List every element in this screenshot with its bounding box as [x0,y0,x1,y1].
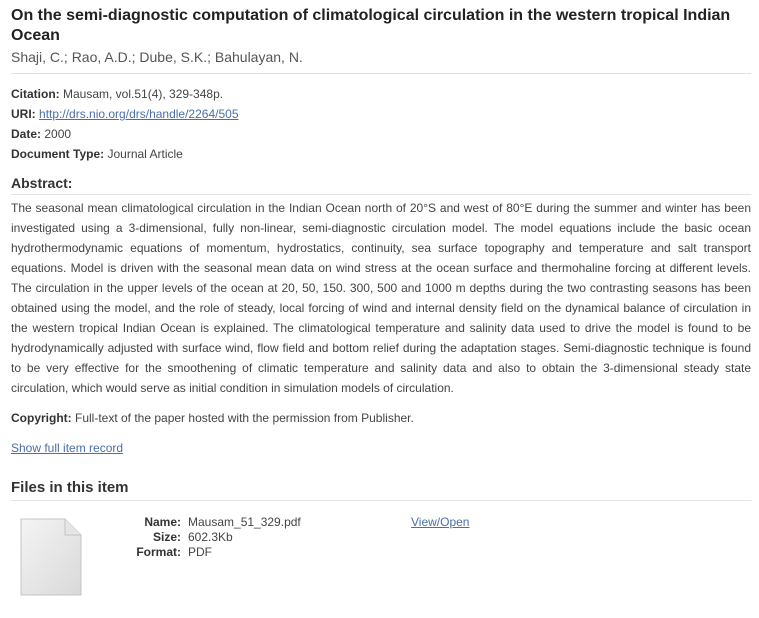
files-heading: Files in this item [11,479,129,496]
file-name-value: Mausam_51_329.pdf [188,515,301,529]
uri-row [11,104,751,124]
view-open-link[interactable]: View/Open [411,515,470,529]
item-authors: Shaji, C.; Rao, A.D.; Dube, S.K.; Bahulayan, N. [11,49,303,65]
file-size-label: Size: [152,530,181,544]
file-metadata [123,515,301,560]
document-type-row [11,144,751,164]
file-size-value: 602.3Kb [188,530,233,544]
file-size-row [123,530,301,545]
file-format-row [123,545,301,560]
uri-link[interactable]: http://drs.nio.org/drs/handle/2264/505 [39,107,239,121]
citation-label: Citation: [11,87,60,101]
file-name-label: Name: [144,515,181,529]
date-row [11,124,751,144]
show-full-record-link[interactable]: Show full item record [11,441,124,455]
copyright-label: Copyright: [11,411,72,425]
file-format-label: Format: [136,545,181,559]
copyright-value: Full-text of the paper hosted with the permission from Publisher. [75,411,414,425]
page-title: On the semi-diagnostic computation of climatological circulation in the western tropical Indian Ocean [11,7,731,44]
document-type-value: Journal Article [107,147,183,161]
date-value: 2000 [44,127,72,141]
abstract-divider [11,194,751,195]
citation-value: Mausam, vol.51(4), 329-348p. [63,87,224,101]
abstract-text: The seasonal mean climatological circulation in the Indian Ocean north of 20°S and west of 80°E during the summer and winter has been investigated using a 3-dimensional, fully non-linear, semi-diagnostic circulation model. The model equations include the basic ocean hydrothermodynamic equations of momentum, hydrostatics, continuity, sea surface topography and temperature and salt transport equations. Model is driven with the seasonal mean data on wind stress at the ocean surface and thermohaline forcing at different levels. The circulation in the upper levels of the ocean at 20, 50, 150. 300, 500 and 1000 m depths during the two contrasting seasons has been obtained using the model, and the role of steady, local forcing of wind and internal density field on the dynamical balance of circulation in the western tropical Indian Ocean is explained. The climatological temperature and salinity data used to drive the model is found to be hydrodynamically adjusted with surface wind, flow field and bottom relief during the adaptation stages. Semi-diagnostic technique is found to be very effective for the smoothening of climatic temperature and salinity data and also to obtain the 3-dimensional steady state circulation, which would serve as initial condition in simulation models of circulation. [11,201,751,395]
document-type-label: Document Type: [11,147,105,161]
citation-row [11,84,751,104]
files-divider [11,500,751,501]
uri-label: URI: [11,107,36,121]
date-label: Date: [11,127,42,141]
file-item [11,515,751,605]
abstract-heading: Abstract: [11,175,73,191]
copyright-row [11,408,751,428]
divider [11,73,751,74]
file-format-value: PDF [188,545,212,559]
file-name-row [123,515,301,530]
document-icon[interactable] [19,517,83,597]
